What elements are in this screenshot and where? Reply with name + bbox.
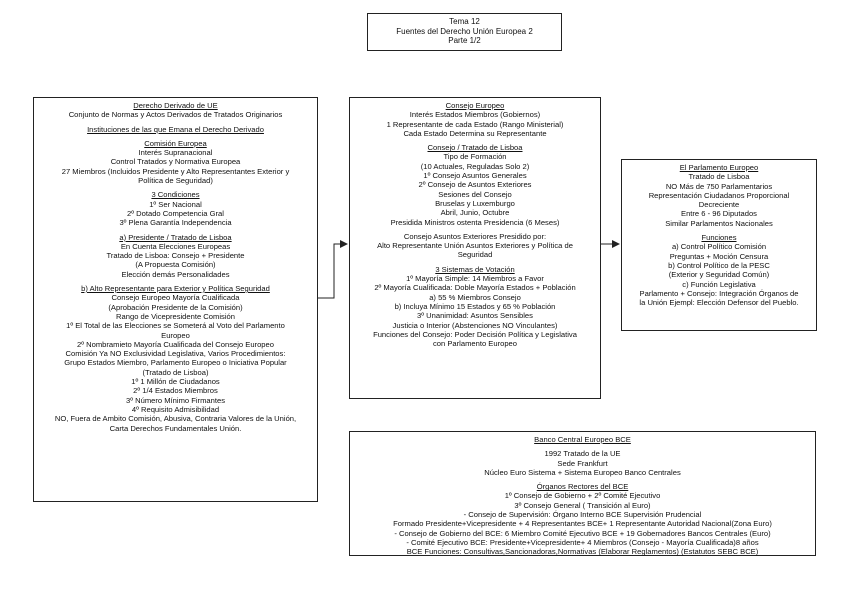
parlamento-funciones-line: b) Control Político de la PESC (668, 260, 770, 270)
votacion-line: Justicia o Interior (Abstenciones NO Vinculantes) (392, 320, 558, 330)
condiciones-line: 3º Plena Garantía Independencia (119, 218, 232, 228)
parlamento-heading: El Parlamento Europeo (679, 163, 759, 172)
organos-line: - Consejo de Gobierno del BCE: 6 Miembro Comité Ejecutivo BCE + 19 Gobernadores Bancos Centrales (Euro) (394, 528, 771, 538)
consejo-line: Cada Estado Determina su Representante (403, 128, 547, 138)
title-line: Parte 1/2 (448, 36, 481, 46)
parlamento-funciones-line: c) Función Legislativa (682, 279, 756, 289)
consejo-lisboa-line: Tipo de Formación (443, 152, 507, 162)
parlamento-line: Entre 6 - 96 Diputados (681, 209, 757, 219)
votacion-line: Funciones del Consejo: Poder Decisión Política y Legislativa (373, 329, 577, 339)
alto-representante-line: 3º Número Mínimo Firmantes (126, 395, 225, 405)
alto-representante-line: (Tratado de Lisboa) (142, 367, 209, 377)
presidente-heading: a) Presidente / Tratado de Lisboa (119, 232, 232, 242)
consejo-lisboa-line: 1º Consejo Asuntos Generales (423, 171, 527, 181)
arrow-derecho-to-consejo (318, 244, 347, 298)
banco-line: 1992 Tratado de la UE (544, 449, 621, 459)
consejo-line: 1 Representante de cada Estado (Rango Ministerial) (386, 119, 564, 129)
alto-representante-line: NO, Fuera de Ambito Comisión, Abusiva, Contraria Valores de la Unión, (54, 414, 297, 424)
alto-representante-line: Europeo (161, 330, 190, 340)
alto-representante-line: Rango de Vicepresidente Comisión (116, 311, 235, 321)
parlamento-funciones-line: Parlamento + Consejo: Integración Órganos de (639, 288, 799, 298)
presidente-line: Elección demás Personalidades (121, 269, 230, 279)
parlamento-line: Representación Ciudadanos Proporcional (648, 190, 790, 200)
parlamento-funciones-line: Preguntas + Moción Censura (669, 251, 769, 261)
comision-line: Interés Supranacional (138, 148, 213, 158)
banco-line: Núcleo Euro Sistema + Sistema Europeo Banco Centrales (484, 467, 681, 477)
comision-line: 27 Miembros (Incluidos Presidente y Alto Representantes Exterior y (61, 166, 290, 176)
presidente-line: (A Propuesta Comisión) (135, 260, 216, 270)
parlamento-funciones-heading: Funciones (701, 233, 737, 243)
votacion-line: 2º Mayoría Cualificada: Doble Mayoría Estados + Población (374, 283, 576, 293)
votacion-line: 3º Unanimidad: Asuntos Sensibles (417, 311, 533, 321)
consejo-exteriores-line: Alto Representante Unión Asuntos Exteriores y Política de (377, 241, 573, 251)
banco-line: Sede Frankfurt (557, 458, 608, 468)
derecho-derivado-subheading: Conjunto de Normas y Actos Derivados de Tratados Originarios (68, 110, 283, 120)
alto-representante-line: 2º Nombramieto Mayoría Cualificada del Consejo Europeo (77, 339, 274, 349)
consejo-heading: Consejo Europeo (445, 101, 505, 110)
consejo-lisboa-line: Presidida Ministros ostenta Presidencia (6 Meses) (390, 217, 560, 227)
consejo-exteriores-line: Consejo Asuntos Exteriores Presidido por: (403, 231, 547, 241)
alto-representante-line: Grupo Estados Miembro, Parlamento Europeo o Iniciativa Popular (64, 358, 287, 368)
organos-line: - Comité Ejecutivo BCE: Presidente+Vicepresidente+ 4 Miembros (Consejo - Mayoría Cualificada)8 años (406, 537, 759, 547)
organos-line: BCE Funciones: Consultivas,Sancionadoras,Normativas (Elaborar Reglamentos) (Estatutos SEBC BCE) (406, 547, 759, 557)
alto-representante-line: 2º 1/4 Estados Miembros (133, 386, 218, 396)
banco-heading: Banco Central Europeo BCE (534, 435, 631, 444)
consejo-lisboa-heading: Consejo / Tratado de Lisboa (427, 143, 523, 153)
votacion-line: con Parlamento Europeo (432, 339, 517, 349)
alto-representante-line: (Aprobación Presidente de la Comisión) (108, 302, 243, 312)
organos-line: Formado Presidente+Vicepresidente + 4 Representantes BCE+ 1 Representante Autoridad Nacional(Zona Euro) (393, 519, 772, 529)
condiciones-heading: 3 Condiciones (151, 190, 200, 200)
consejo-lisboa-line: Bruselas y Luxemburgo (435, 198, 515, 208)
consejo-exteriores-line: Seguridad (457, 250, 493, 260)
alto-representante-line: 1º El Total de las Elecciones se Someterá al Voto del Parlamento (66, 321, 285, 331)
parlamento-line: Decreciente (698, 200, 740, 210)
votacion-heading: 3 Sistemas de Votación (435, 264, 515, 274)
derecho-derivado-heading: Derecho Derivado de UE (133, 101, 218, 110)
comision-heading: Comisión Europea (144, 138, 207, 148)
alto-representante-line: 4º Requisito Admisibilidad (131, 404, 220, 414)
organos-line: 3º Consejo General ( Transición al Euro) (514, 500, 651, 510)
alto-representante-line: Consejo Europeo Mayoría Cualificada (111, 293, 240, 303)
presidente-line: En Cuenta Elecciones Europeas (120, 241, 231, 251)
title-line: Tema 12 (449, 17, 480, 26)
organos-line: - Consejo de Supervisión: Órgano Interno BCE Supervisión Prudencial (463, 510, 702, 520)
instituciones-heading: Instituciones de las que Emana el Derecho Derivado (87, 124, 264, 134)
condiciones-line: 1º Ser Nacional (149, 199, 202, 209)
parlamento-funciones-line: a) Control Político Comisión (671, 242, 767, 252)
alto-representante-line: 1º 1 Millón de Ciudadanos (131, 377, 220, 387)
parlamento-line: NO Más de 750 Parlamentarios (665, 181, 773, 191)
consejo-lisboa-line: 2º Consejo de Asuntos Exteriores (418, 180, 532, 190)
consejo-lisboa-line: Abril, Junio, Octubre (440, 208, 510, 218)
condiciones-line: 2º Dotado Competencia Gral (127, 208, 224, 218)
comision-line: Política de Seguridad) (138, 176, 213, 186)
alto-representante-line: Comisión Ya NO Exclusividad Legislativa, Varios Procedimientos: (65, 349, 286, 359)
parlamento-line: Tratado de Lisboa (688, 172, 750, 182)
presidente-line: Tratado de Lisboa: Consejo + Presidente (106, 251, 245, 261)
organos-heading: Órganos Rectores del BCE (536, 482, 629, 492)
votacion-line: 1º Mayoría Simple: 14 Miembros a Favor (406, 274, 544, 284)
consejo-lisboa-line: (10 Actuales, Reguladas Solo 2) (420, 161, 530, 171)
parlamento-line: Similar Parlamentos Nacionales (665, 218, 773, 228)
votacion-line: a) 55 % Miembros Consejo (429, 292, 521, 302)
consejo-lisboa-line: Sesiones del Consejo (438, 189, 512, 199)
votacion-line: b) Incluya Mínimo 15 Estados y 65 % Población (394, 301, 556, 311)
alto-representante-heading: b) Alto Representante para Exterior y Política Seguridad (81, 284, 270, 294)
organos-line: 1º Consejo de Gobierno + 2º Comité Ejecutivo (504, 491, 661, 501)
parlamento-funciones-line: la Unión Ejempl: Elección Defensor del Pueblo. (639, 298, 799, 308)
comision-line: Control Tratados y Normativa Europea (110, 157, 241, 167)
alto-representante-line: Carta Derechos Fundamentales Unión. (109, 423, 242, 433)
title-line: Fuentes del Derecho Unión Europea 2 (396, 26, 533, 36)
consejo-line: Interés Estados Miembros (Gobiernos) (409, 110, 541, 120)
parlamento-funciones-line: (Exterior y Seguridad Común) (668, 270, 770, 280)
